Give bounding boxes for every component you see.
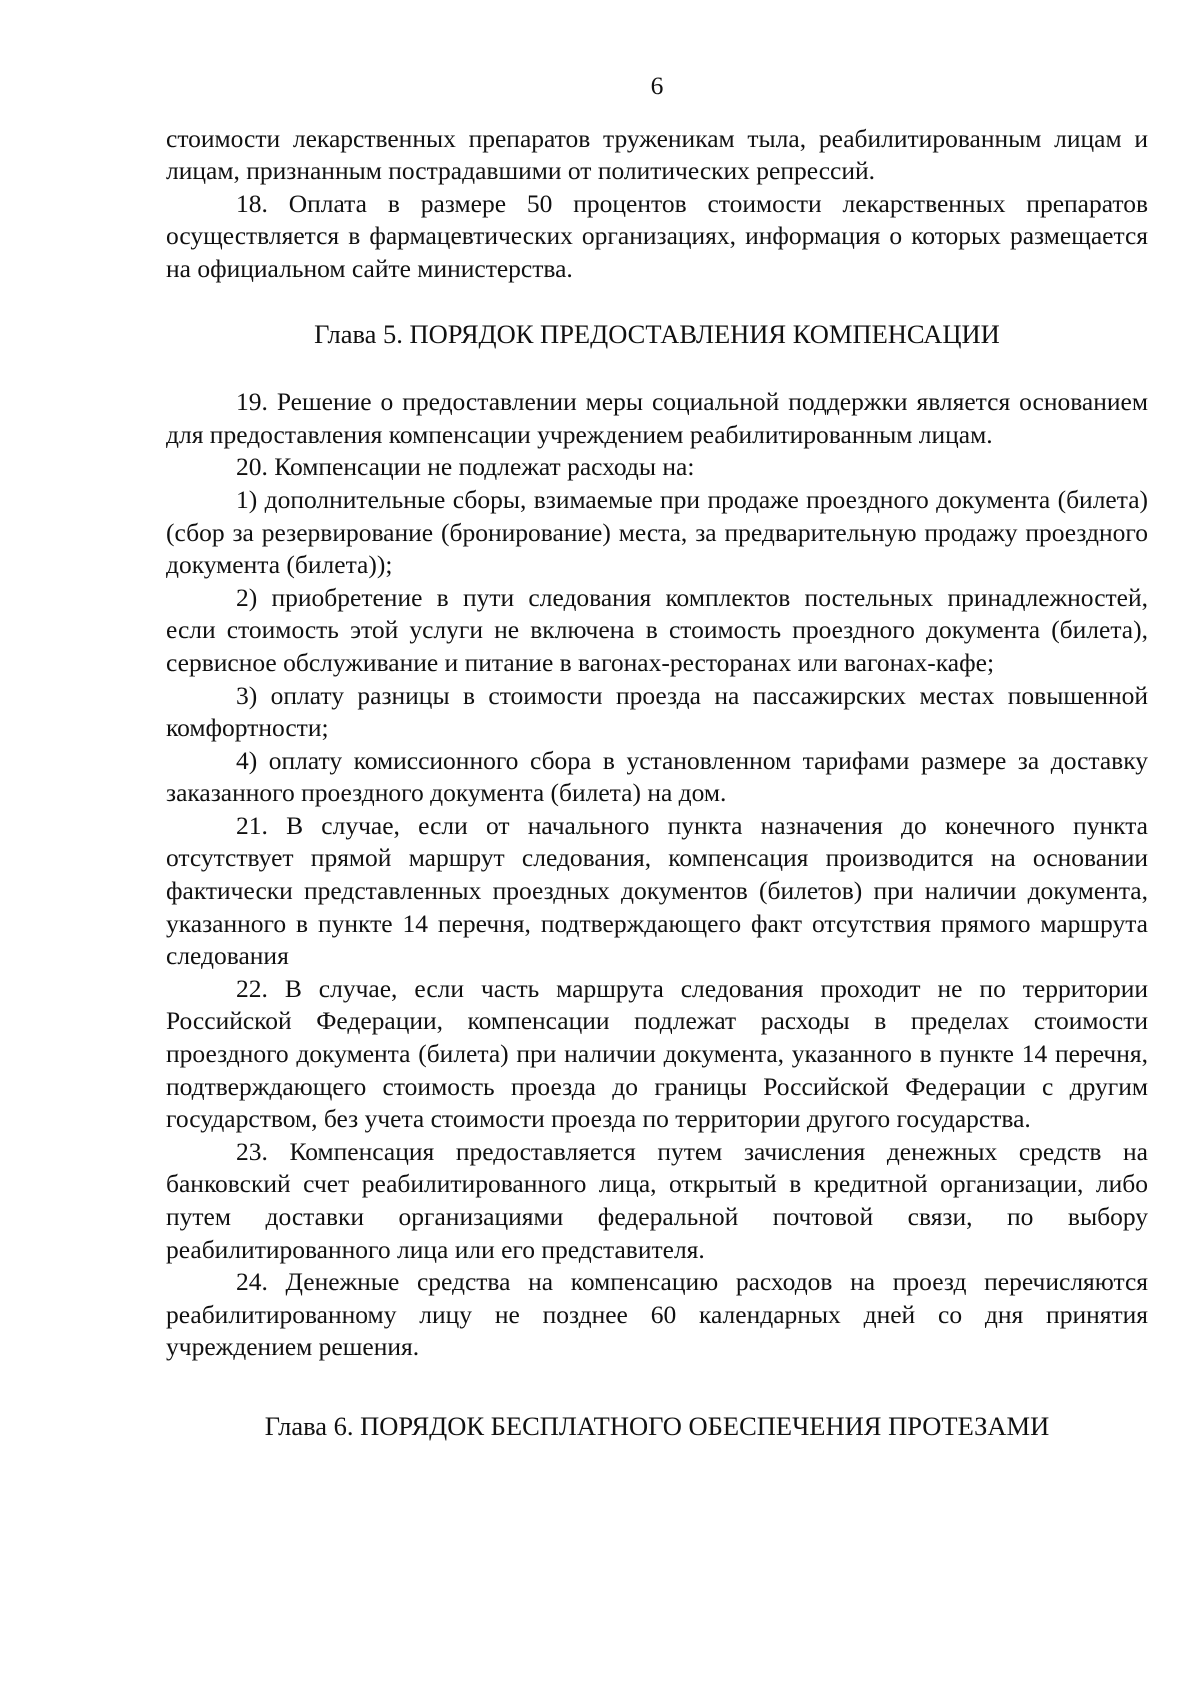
paragraph-20-item-3: 3) оплату разницы в стоимости проезда на пассажирских местах повышенной комфортности; (166, 680, 1148, 743)
paragraph-20: 20. Компенсации не подлежат расходы на: (236, 452, 695, 482)
page-number: 6 (650, 71, 664, 100)
chapter-5-heading: Глава 5. ПОРЯДОК ПРЕДОСТАВЛЕНИЯ КОМПЕНСАЦИИ (314, 318, 1000, 349)
paragraph-18: 18. Оплата в размере 50 процентов стоимости лекарственных препаратов осуществляется в фармацевтических организациях, информация о которых размещается на официальном сайте министерства. (166, 188, 1148, 283)
chapter-6-heading: Глава 6. ПОРЯДОК БЕСПЛАТНОГО ОБЕСПЕЧЕНИЯ ПРОТЕЗАМИ (264, 1410, 1050, 1441)
paragraph-20-item-1: 1) дополнительные сборы, взимаемые при продаже проездного документа (билета) (сбор за резервирование (бронирование) места, за предварительную продажу проездного документа (билета)); (166, 484, 1148, 580)
paragraph-23: 23. Компенсация предоставляется путем зачисления денежных средств на банковский счет реабилитированного лица, открытый в кредитной организации, либо путем доставки организациями федеральной почтовой связи, по выбору реабилитированного лица или его представителя. (166, 1136, 1148, 1264)
paragraph-continued: стоимости лекарственных препаратов труженикам тыла, реабилитированным лицам и лицам, признанным пострадавшими от политических репрессий. (166, 123, 1148, 186)
paragraph-21: 21. В случае, если от начального пункта назначения до конечного пункта отсутствует прямой маршрут следования, компенсация производится на основании фактически представленных проездных документов (билетов) при наличии документа, указанного в пункте 14 перечня, подтверждающего факт отсутствия прямого маршрута следования (166, 810, 1148, 971)
paragraph-24: 24. Денежные средства на компенсацию расходов на проезд перечисляются реабилитированному лицу не позднее 60 календарных дней со дня принятия учреждением решения. (166, 1267, 1148, 1362)
paragraph-20-item-4: 4) оплату комиссионного сбора в установленном тарифами размере за доставку заказанного проездного документа (билета) на дом. (166, 745, 1148, 808)
paragraph-22: 22. В случае, если часть маршрута следования проходит не по территории Российской Федерации, компенсации подлежат расходы в пределах стоимости проездного документа (билета) при наличии документа, указанного в пункте 14 перечня, подтверждающего стоимость проезда до границы Российской Федерации с другим государством, без учета стоимости проезда по территории другого государства. (166, 973, 1148, 1134)
paragraph-19: 19. Решение о предоставлении меры социальной поддержки является основанием для предоставления компенсации учреждением реабилитированным лицам. (166, 387, 1148, 449)
paragraph-20-item-2: 2) приобретение в пути следования комплектов постельных принадлежностей, если стоимость этой услуги не включена в стоимость проездного документа (билета), сервисное обслуживание и питание в вагонах-ресторанах или вагонах-кафе; (166, 582, 1148, 677)
